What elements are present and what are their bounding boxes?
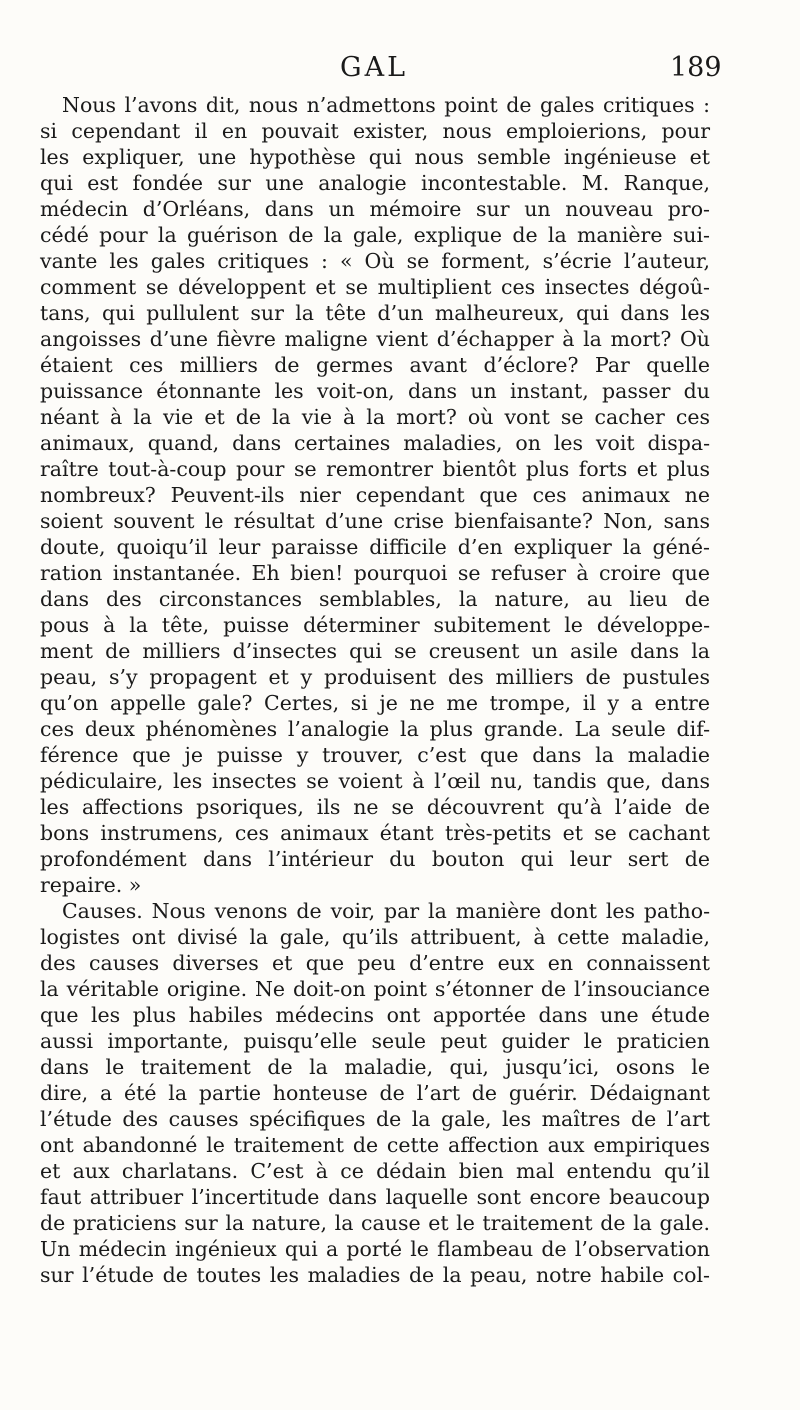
text-line: aussi importante, puisqu’elle seule peut guider le praticien	[40, 1029, 710, 1053]
text-line: ces deux phénomènes l’analogie la plus grande. La seule dif-	[40, 717, 710, 741]
text-line: tans, qui pullulent sur la tête d’un malheureux, qui dans les	[40, 301, 710, 325]
text-line: dire, a été la partie honteuse de l’art de guérir. Dédaignant	[40, 1081, 710, 1105]
text-line: angoisses d’une fièvre maligne vient d’échapper à la mort? Où	[40, 327, 710, 351]
text-line: qui est fondée sur une analogie incontestable. M. Ranque,	[40, 171, 710, 195]
text-line: Causes. Nous venons de voir, par la manière dont les patho-	[62, 899, 710, 923]
text-line: néant à la vie et de la vie à la mort? où vont se cacher ces	[40, 405, 710, 429]
page-number: 189	[670, 52, 722, 83]
text-line: dans le traitement de la maladie, qui, jusqu’ici, osons le	[40, 1055, 710, 1079]
text-line: de praticiens sur la nature, la cause et le traitement de la gale.	[40, 1211, 710, 1235]
text-line: les affections psoriques, ils ne se découvrent qu’à l’aide de	[40, 795, 710, 819]
text-line: profondément dans l’intérieur du bouton qui leur sert de	[40, 847, 710, 871]
text-line: doute, quoiqu’il leur paraisse difficile d’en expliquer la géné-	[40, 535, 710, 559]
text-line: vante les gales critiques : « Où se forment, s’écrie l’auteur,	[40, 249, 710, 273]
text-line: si cependant il en pouvait exister, nous emploierions, pour	[40, 119, 710, 143]
text-line: peau, s’y propagent et y produisent des milliers de pustules	[40, 665, 710, 689]
text-line: dans des circonstances semblables, la nature, au lieu de	[40, 587, 710, 611]
text-line: puissance étonnante les voit-on, dans un instant, passer du	[40, 379, 710, 403]
text-line: animaux, quand, dans certaines maladies, on les voit dispa-	[40, 431, 710, 455]
text-line: soient souvent le résultat d’une crise bienfaisante? Non, sans	[40, 509, 710, 533]
text-line: comment se développent et se multiplient ces insectes dégoû-	[40, 275, 710, 299]
text-line: pous à la tête, puisse déterminer subitement le développe-	[40, 613, 710, 637]
text-line: pédiculaire, les insectes se voient à l’œil nu, tandis que, dans	[40, 769, 710, 793]
text-line: et aux charlatans. C’est à ce dédain bien mal entendu qu’il	[40, 1159, 710, 1183]
text-line: faut attribuer l’incertitude dans laquelle sont encore beaucoup	[40, 1185, 710, 1209]
text-line: ment de milliers d’insectes qui se creusent un asile dans la	[40, 639, 710, 663]
running-head: GAL	[340, 52, 408, 83]
text-line: médecin d’Orléans, dans un mémoire sur un nouveau pro-	[40, 197, 710, 221]
text-line: férence que je puisse y trouver, c’est que dans la maladie	[40, 743, 710, 767]
text-line: des causes diverses et que peu d’entre eux en connaissent	[40, 951, 710, 975]
text-line: ont abandonné le traitement de cette affection aux empiriques	[40, 1133, 710, 1157]
page-header	[0, 52, 800, 92]
text-line: ration instantanée. Eh bien! pourquoi se refuser à croire que	[40, 561, 710, 585]
text-line: cédé pour la guérison de la gale, explique de la manière sui-	[40, 223, 710, 247]
text-line: sur l’étude de toutes les maladies de la peau, notre habile col-	[40, 1263, 710, 1287]
text-line: logistes ont divisé la gale, qu’ils attribuent, à cette maladie,	[40, 925, 710, 949]
text-line: bons instrumens, ces animaux étant très-petits et se cachant	[40, 821, 710, 845]
text-line: l’étude des causes spécifiques de la gale, les maîtres de l’art	[40, 1107, 710, 1131]
text-line: nombreux? Peuvent-ils nier cependant que ces animaux ne	[40, 483, 710, 507]
text-line: raître tout-à-coup pour se remontrer bientôt plus forts et plus	[40, 457, 710, 481]
text-line: Un médecin ingénieux qui a porté le flambeau de l’observation	[40, 1237, 710, 1261]
text-line: qu’on appelle gale? Certes, si je ne me trompe, il y a entre	[40, 691, 710, 715]
text-line: étaient ces milliers de germes avant d’éclore? Par quelle	[40, 353, 710, 377]
text-line: les expliquer, une hypothèse qui nous semble ingénieuse et	[40, 145, 710, 169]
text-line: Nous l’avons dit, nous n’admettons point de gales critiques :	[62, 93, 710, 117]
body-text	[40, 92, 710, 1288]
text-line: que les plus habiles médecins ont apportée dans une étude	[40, 1003, 710, 1027]
text-line: la véritable origine. Ne doit-on point s’étonner de l’insouciance	[40, 977, 710, 1001]
text-line: repaire. »	[40, 873, 142, 897]
